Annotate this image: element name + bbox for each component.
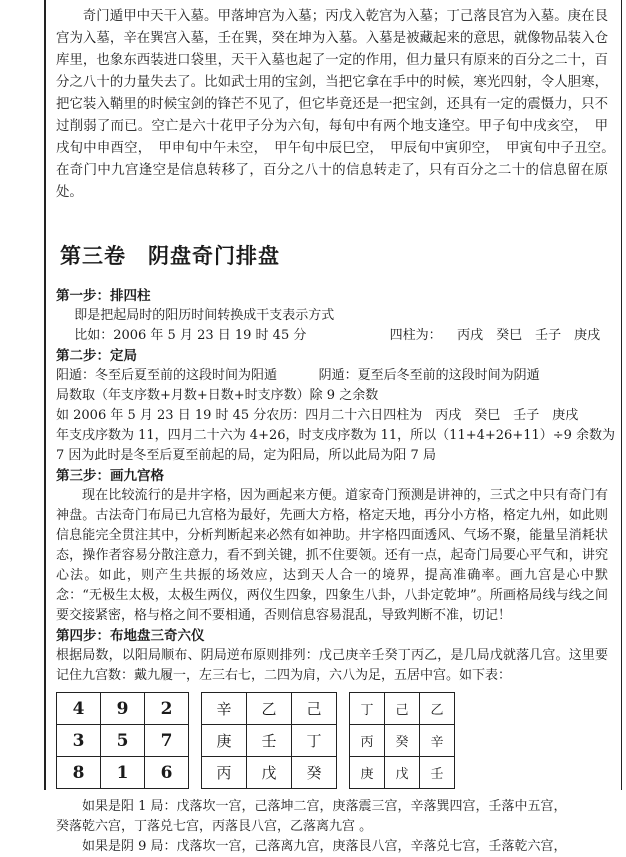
grid-cell: 7 — [145, 725, 189, 757]
grid-cell: 戊 — [247, 757, 292, 789]
step1-desc: 即是把起局时的阳历时间转换成干支表示方式 — [74, 308, 335, 323]
grid-cell: 9 — [101, 693, 145, 725]
yang1-line2: 癸落乾六宫，丁落兑七宫，丙落艮八宫，乙落离九宫 。 — [56, 819, 373, 834]
step3-body: 现在比较流行的是井字格，因为画起来方便。道家奇门预测是讲神的，三式之中只有奇门有神盘。古法奇门布局已九宫格为最好，先画大方格，格定天地，再分小方格，格定九州，如此则信息能完全贯注其中，分析判断起来必然有如神助。井字格四面透风、气场不聚，能量呈消耗状态，操作者容易分散注意力，看不到关键，抓不住要领。还有一点，起奇门局要心平气和，讲究心法。如此，则产生共振的场效应，达到天人合一的境界，提高准确率。画九宫是心中默念：“无极生太极，太极生两仪，两仪生四象，四象生八卦，八卦定乾坤”。所画格局线与线之间要交接紧密，格与格之间不要相通，否则信息容易混乱，导致判断不准，切记！ — [56, 488, 608, 623]
grid-cell: 8 — [57, 757, 101, 789]
step1-pillars-value: 丙戌 癸巳 壬子 庚戌 — [457, 328, 601, 343]
grid-cell: 3 — [57, 725, 101, 757]
step2-example-line2: 年支戌序数为 11，四月二十六为 4+26，时支戌序数为 11，所以（11+4+26+11）÷9 余数为 — [56, 428, 616, 443]
grid-cell: 丁 — [292, 725, 337, 757]
yang-definition: 阳遁：冬至后夏至前的这段时间为阳遁 — [56, 368, 278, 383]
step4-body: 根据局数，以阳局顺布、阴局逆布原则排列：戊己庚辛壬癸丁丙乙，是几局戊就落几宫。这里要记住九宫数：戴九履一，左三右七，二四为肩，六八为足，五居中宫。如下表： — [56, 648, 608, 683]
grid-cell: 癸 — [385, 725, 420, 757]
grid-cell: 戊 — [385, 757, 420, 789]
grid-palace-numbers — [56, 692, 189, 789]
grid-cell: 6 — [145, 757, 189, 789]
grid-cell: 辛 — [420, 725, 455, 757]
chapter-title: 第三卷 阴盘奇门排盘 — [60, 244, 280, 268]
grid-cell: 壬 — [247, 725, 292, 757]
intro-paragraph: 奇门遁甲中天干入墓。甲落坤宫为入墓；丙戊入乾宫为入墓；丁己落艮宫为入墓。庚在艮宫为入墓，辛在巽宫入墓，壬在巽，癸在坤为入墓。入墓是被藏起来的意思，就像物品装入仓库里，也象东西装进口袋里，天干入墓也起了一定的作用，但力量只有原来的百分之二十，百分之八十的力量失去了。比如武士用的宝剑，当把它拿在手中的时候，寒光四射，令人胆寒，把它装入鞘里的时候宝剑的锋芒不见了，但它毕竟还是一把宝剑，还具有一定的震慑力，只不过削弱了而已。空亡是六十花甲子分为六旬，每旬中有两个地支逢空。甲子旬中戌亥空， 甲戌旬中申酉空， 甲申旬中午未空， 甲午旬中辰巳空， 甲辰旬中寅卯空， 甲寅旬中子丑空。 在奇门中九宫逢空是信息转移了，百分之八十的信息转走了，只有百分之二十的信息留在原处。 — [56, 9, 622, 200]
grid-stems-b — [349, 692, 455, 789]
step1-title: 第一步：排四柱 — [56, 288, 151, 304]
grid-cell: 癸 — [292, 757, 337, 789]
grid-cell: 己 — [385, 693, 420, 725]
grid-cell: 1 — [101, 757, 145, 789]
step1-example — [56, 326, 608, 346]
grid-cell: 丙 — [350, 725, 385, 757]
grid-cell: 庚 — [350, 757, 385, 789]
step2-example-line3: 7 因为此时是冬至后夏至前起的局，定为阳局，所以此局为阳 7 局 — [56, 448, 436, 463]
grid-cell: 壬 — [420, 757, 455, 789]
grid-cell: 2 — [145, 693, 189, 725]
grid-cell: 乙 — [420, 693, 455, 725]
grid-cell: 4 — [57, 693, 101, 725]
step4-title: 第四步：布地盘三奇六仪 — [56, 628, 205, 644]
yin-definition: 阴遁：夏至后冬至前的这段时间为阴遁 — [318, 368, 540, 383]
grid-cell: 己 — [292, 693, 337, 725]
grid-stems-a — [201, 692, 337, 789]
document-content — [56, 6, 622, 857]
step2-example-line1: 如 2006 年 5 月 23 日 19 时 45 分农历：四月二十六日四柱为 丙戌 癸巳 壬子 庚戌 — [56, 408, 579, 423]
step2-formula: 局数取（年支序数+月数+日数+时支序数）除 9 之余数 — [56, 388, 379, 403]
grid-cell: 丙 — [202, 757, 247, 789]
yin9-line: 如果是阴 9 局：戊落坎一宫，己落离九宫，庚落艮八宫，辛落兑七宫，壬落乾六宫， — [82, 839, 567, 854]
grid-cell: 辛 — [202, 693, 247, 725]
grid-cell: 丁 — [350, 693, 385, 725]
step1-pillars-label: 四柱为： — [389, 328, 442, 343]
step3-title: 第三步：画九宫格 — [56, 468, 164, 484]
step1-example-date: 比如：2006 年 5 月 23 日 19 时 45 分 — [74, 328, 307, 343]
yang1-line1: 如果是阳 1 局：戊落坎一宫，己落坤二宫，庚落震三宫，辛落巽四宫，壬落中五宫， — [82, 799, 567, 814]
grid-cell: 庚 — [202, 725, 247, 757]
step2-defs — [56, 366, 608, 386]
nine-palace-grids — [56, 692, 608, 789]
step2-title: 第二步：定局 — [56, 348, 137, 364]
grid-cell: 乙 — [247, 693, 292, 725]
grid-cell: 5 — [101, 725, 145, 757]
